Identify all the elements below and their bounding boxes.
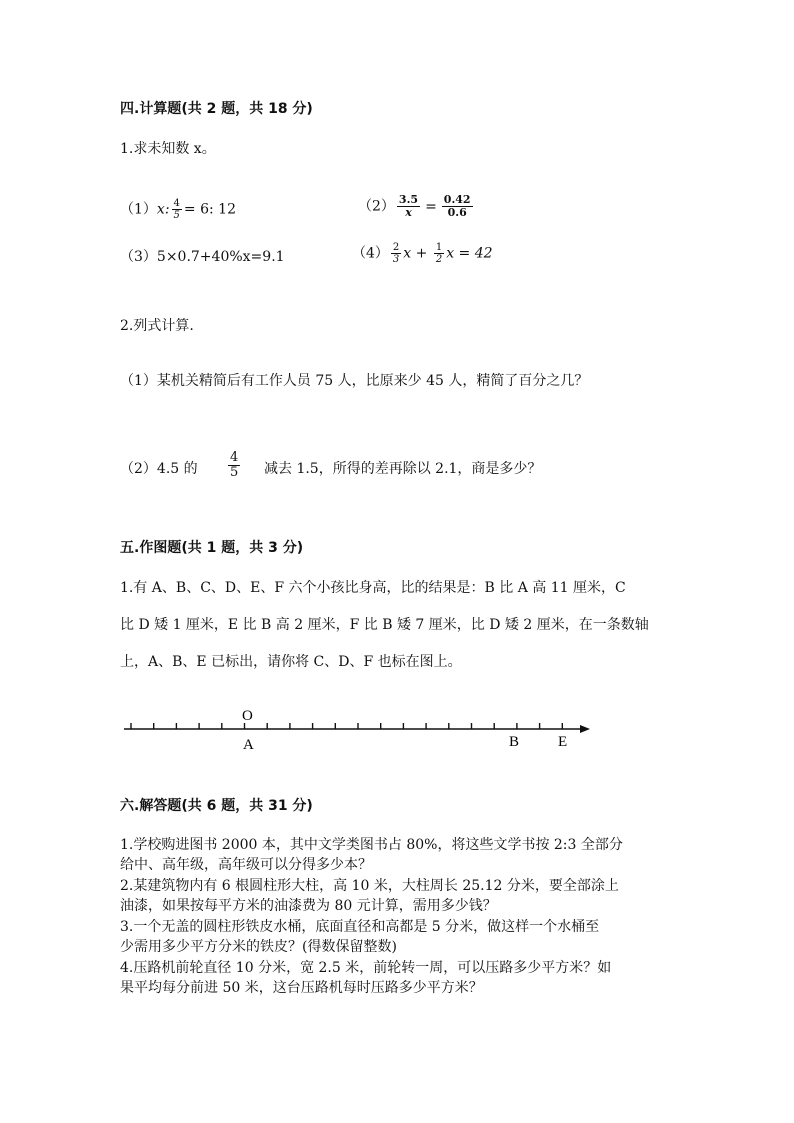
problem-3 [120,917,599,957]
question-5-line-2: 比 D 矮 1 厘米，E 比 B 高 2 厘米，F 比 B 矮 7 厘米，比 D 矮 2 厘米，在一条数轴 [120,617,649,633]
point-a-label: A [243,737,254,753]
point-e-label: E [558,734,568,750]
problem-3-line-2: 少需用多少平方分米的铁皮？(得数保留整数) [120,939,397,955]
problem-1-line-1: 1.学校购进图书 2000 本，其中文学类图书占 80%，将这些文学书按 2:3 全部分 [120,837,623,853]
problem-4-line-1: 4.压路机前轮直径 10 分米，宽 2.5 米，前轮转一周，可以压路多少平方米？如 [120,960,612,976]
equation-2-label: （2） [358,198,395,215]
equation-1-rhs: = 6: 12 [183,201,236,218]
question-4-2-1: （1）某机关精简后有工作人员 75 人，比原来少 45 人，精简了百分之几？ [120,373,589,389]
section-5-title: 五.作图题(共 1 题，共 3 分) [120,540,304,556]
equation-2-fraction-right: $\frac{0.42}{0.6}$ [443,193,471,220]
origin-label: O [242,708,253,724]
equation-4-term-2: x = 42 [446,245,493,262]
problem-3-line-1: 3.一个无盖的圆柱形铁皮水桶，底面直径和高都是 5 分米，做这样一个水桶至 [120,919,600,935]
equation-2-fraction-left: $\frac{3.5}{x}$ [398,193,419,220]
problem-2-line-1: 2.某建筑物内有 6 根圆柱形大柱，高 10 米，大柱周长 25.12 分米，要全部涂上 [120,878,619,894]
question-4-2-2-end: 减去 1.5，所得的差再除以 2.1，商是多少？ [264,461,542,477]
question-4-2: 2.列式计算. [120,318,194,334]
question-5-line-3: 上，A、B、E 已标出，请你将 C、D、F 也标在图上。 [120,654,462,670]
section-4-title: 四.计算题(共 2 题，共 18 分) [120,101,313,117]
number-line-arrow-icon [580,725,590,733]
equation-2-equals: = [425,198,437,215]
question-4-2-2-start: （2）4.5 的 [120,461,198,477]
equation-4-term-1: x + [403,245,428,262]
equation-4-fraction-a: $\frac{2}{3}$ [392,242,400,265]
problem-4 [120,958,611,998]
number-line-ticks [131,723,562,729]
equation-3: （3）5×0.7+40%x=9.1 [120,249,285,265]
problem-1-line-2: 给中、高年级，高年级可以分得多少本？ [120,857,372,873]
equation-4-fraction-b: $\frac{1}{2}$ [435,242,443,265]
problem-4-line-2: 果平均每分前进 50 米，这台压路机每时压路多少平方米？ [120,980,483,996]
problem-2 [120,876,619,916]
equation-1-lhs: x: [156,201,170,218]
equation-1-label: （1） [120,201,157,218]
equation-4-label: （4） [352,245,389,262]
section-6-title: 六.解答题(共 6 题，共 31 分) [120,798,313,814]
equation-1-fraction: $\frac{4}{5}$ [173,198,180,221]
problem-2-line-2: 油漆，如果按每平方米的油漆费为 80 元计算，需用多少钱？ [120,898,497,914]
question-4-2-2-fraction: $\frac{4}{5}$ [230,450,239,481]
point-b-label: B [509,734,520,750]
problem-1 [120,835,623,875]
question-5-line-1: 1.有 A、B、C、D、E、F 六个小孩比身高，比的结果是：B 比 A 高 11 厘米，C [120,580,626,596]
question-4-1: 1.求未知数 x。 [120,141,216,157]
